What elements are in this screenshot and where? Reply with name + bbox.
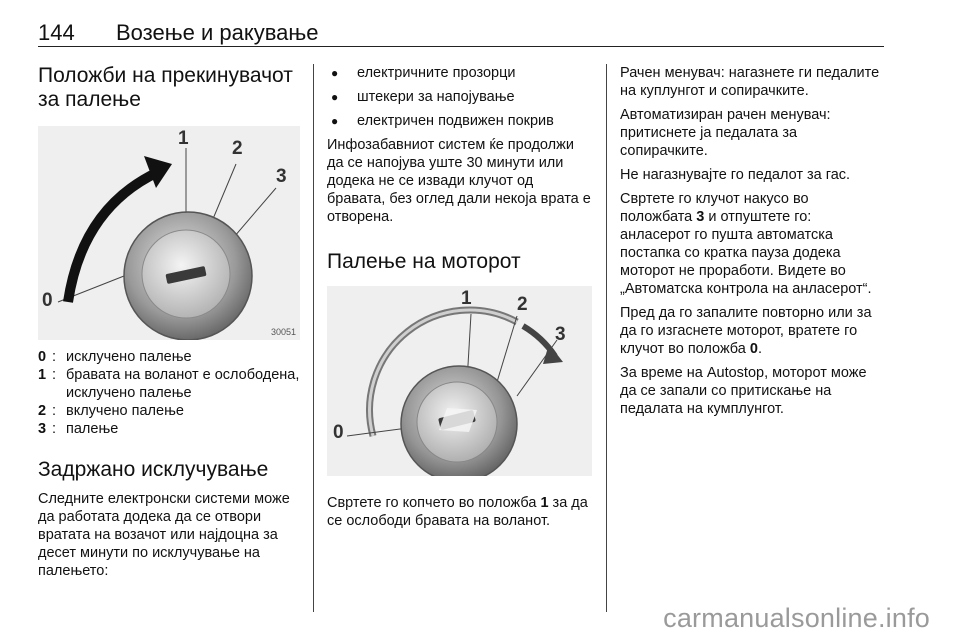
- position-legend: [38, 348, 300, 438]
- column-2: [327, 64, 592, 530]
- no-accelerator-note: Не нагазнувајте го педалот за гас.: [620, 167, 851, 183]
- figure-label-1: 1: [461, 288, 472, 309]
- section-title-delayed-off: Задржано исклучување: [38, 458, 269, 481]
- figure-label-1: 1: [178, 128, 189, 149]
- section-title-ignition-positions: Положби на прекинувачот за палење: [38, 64, 293, 111]
- start-procedure-text: Свртете го клучот накусо во положбата 3 и отпуштете го: анласерот го пушта автоматска постапка со кратка пауза додека моторот не проработи. Видете во „Автоматска контрола на анласерот“.: [620, 191, 872, 297]
- list-item: ● електричните прозорци: [327, 64, 592, 82]
- legend-item: 0 : исклучено палење: [38, 349, 192, 365]
- legend-item: 3 : палење: [38, 421, 119, 437]
- column-divider: [606, 64, 607, 612]
- restart-text: Пред да го запалите повторно или за да го изгаснете моторот, вратете го клучот во положба 0.: [620, 305, 872, 357]
- page-header: [38, 12, 884, 47]
- figure-label-3: 3: [276, 166, 287, 187]
- column-1: [38, 64, 300, 580]
- ignition-switch-figure: [38, 126, 300, 340]
- chapter-title: Возење и ракување: [116, 20, 319, 45]
- figure-label-0: 0: [42, 290, 53, 311]
- engine-start-caption: Свртете го копчето во положба 1 за да се ослободи бравата на воланот.: [327, 495, 588, 529]
- legend-item: 2 : вклучено палење: [38, 403, 184, 419]
- delayed-off-body: Следните електронски системи може да работата додека да се отвори вратата на возачот или најдоцна за десет минути по исклучување на палењето:: [38, 491, 290, 579]
- list-item: ● електричен подвижен покрив: [327, 112, 592, 130]
- manual-transmission-note: Рачен менувач: нагазнете ги педалите на куплунгот и сопирачките.: [620, 65, 880, 99]
- delayed-systems-list: [327, 64, 592, 130]
- figure-label-0: 0: [333, 422, 344, 443]
- figure-label-2: 2: [232, 138, 243, 159]
- figure-label-3: 3: [555, 324, 566, 345]
- page-number: 144: [38, 20, 75, 45]
- column-divider: [313, 64, 314, 612]
- section-title-engine-start: Палење на моторот: [327, 250, 521, 273]
- autostop-text: За време на Autostop, моторот може да се запали со притискање на педалата на кумплунгот.: [620, 365, 867, 417]
- engine-start-illustration: [327, 286, 592, 476]
- automated-transmission-note: Автоматизиран рачен менувач: притиснете ја педалата за сопирачките.: [620, 107, 831, 159]
- infotainment-note: Инфозабавниот систем ќе продолжи да се напојува уште 30 минути или додека не се извади клучот од бравата, без оглед дали некоја врата е отворена.: [327, 137, 591, 225]
- engine-start-figure: [327, 286, 592, 476]
- list-item: ● штекери за напојување: [327, 88, 592, 106]
- figure-label-2: 2: [517, 294, 528, 315]
- column-3: [620, 64, 884, 418]
- legend-item: 1 : бравата на воланот е ослободена, исклучено палење: [38, 367, 300, 401]
- figure-id: 30051: [270, 327, 296, 337]
- watermark: carmanualsonline.info: [663, 603, 930, 633]
- ignition-switch-illustration: [38, 126, 300, 340]
